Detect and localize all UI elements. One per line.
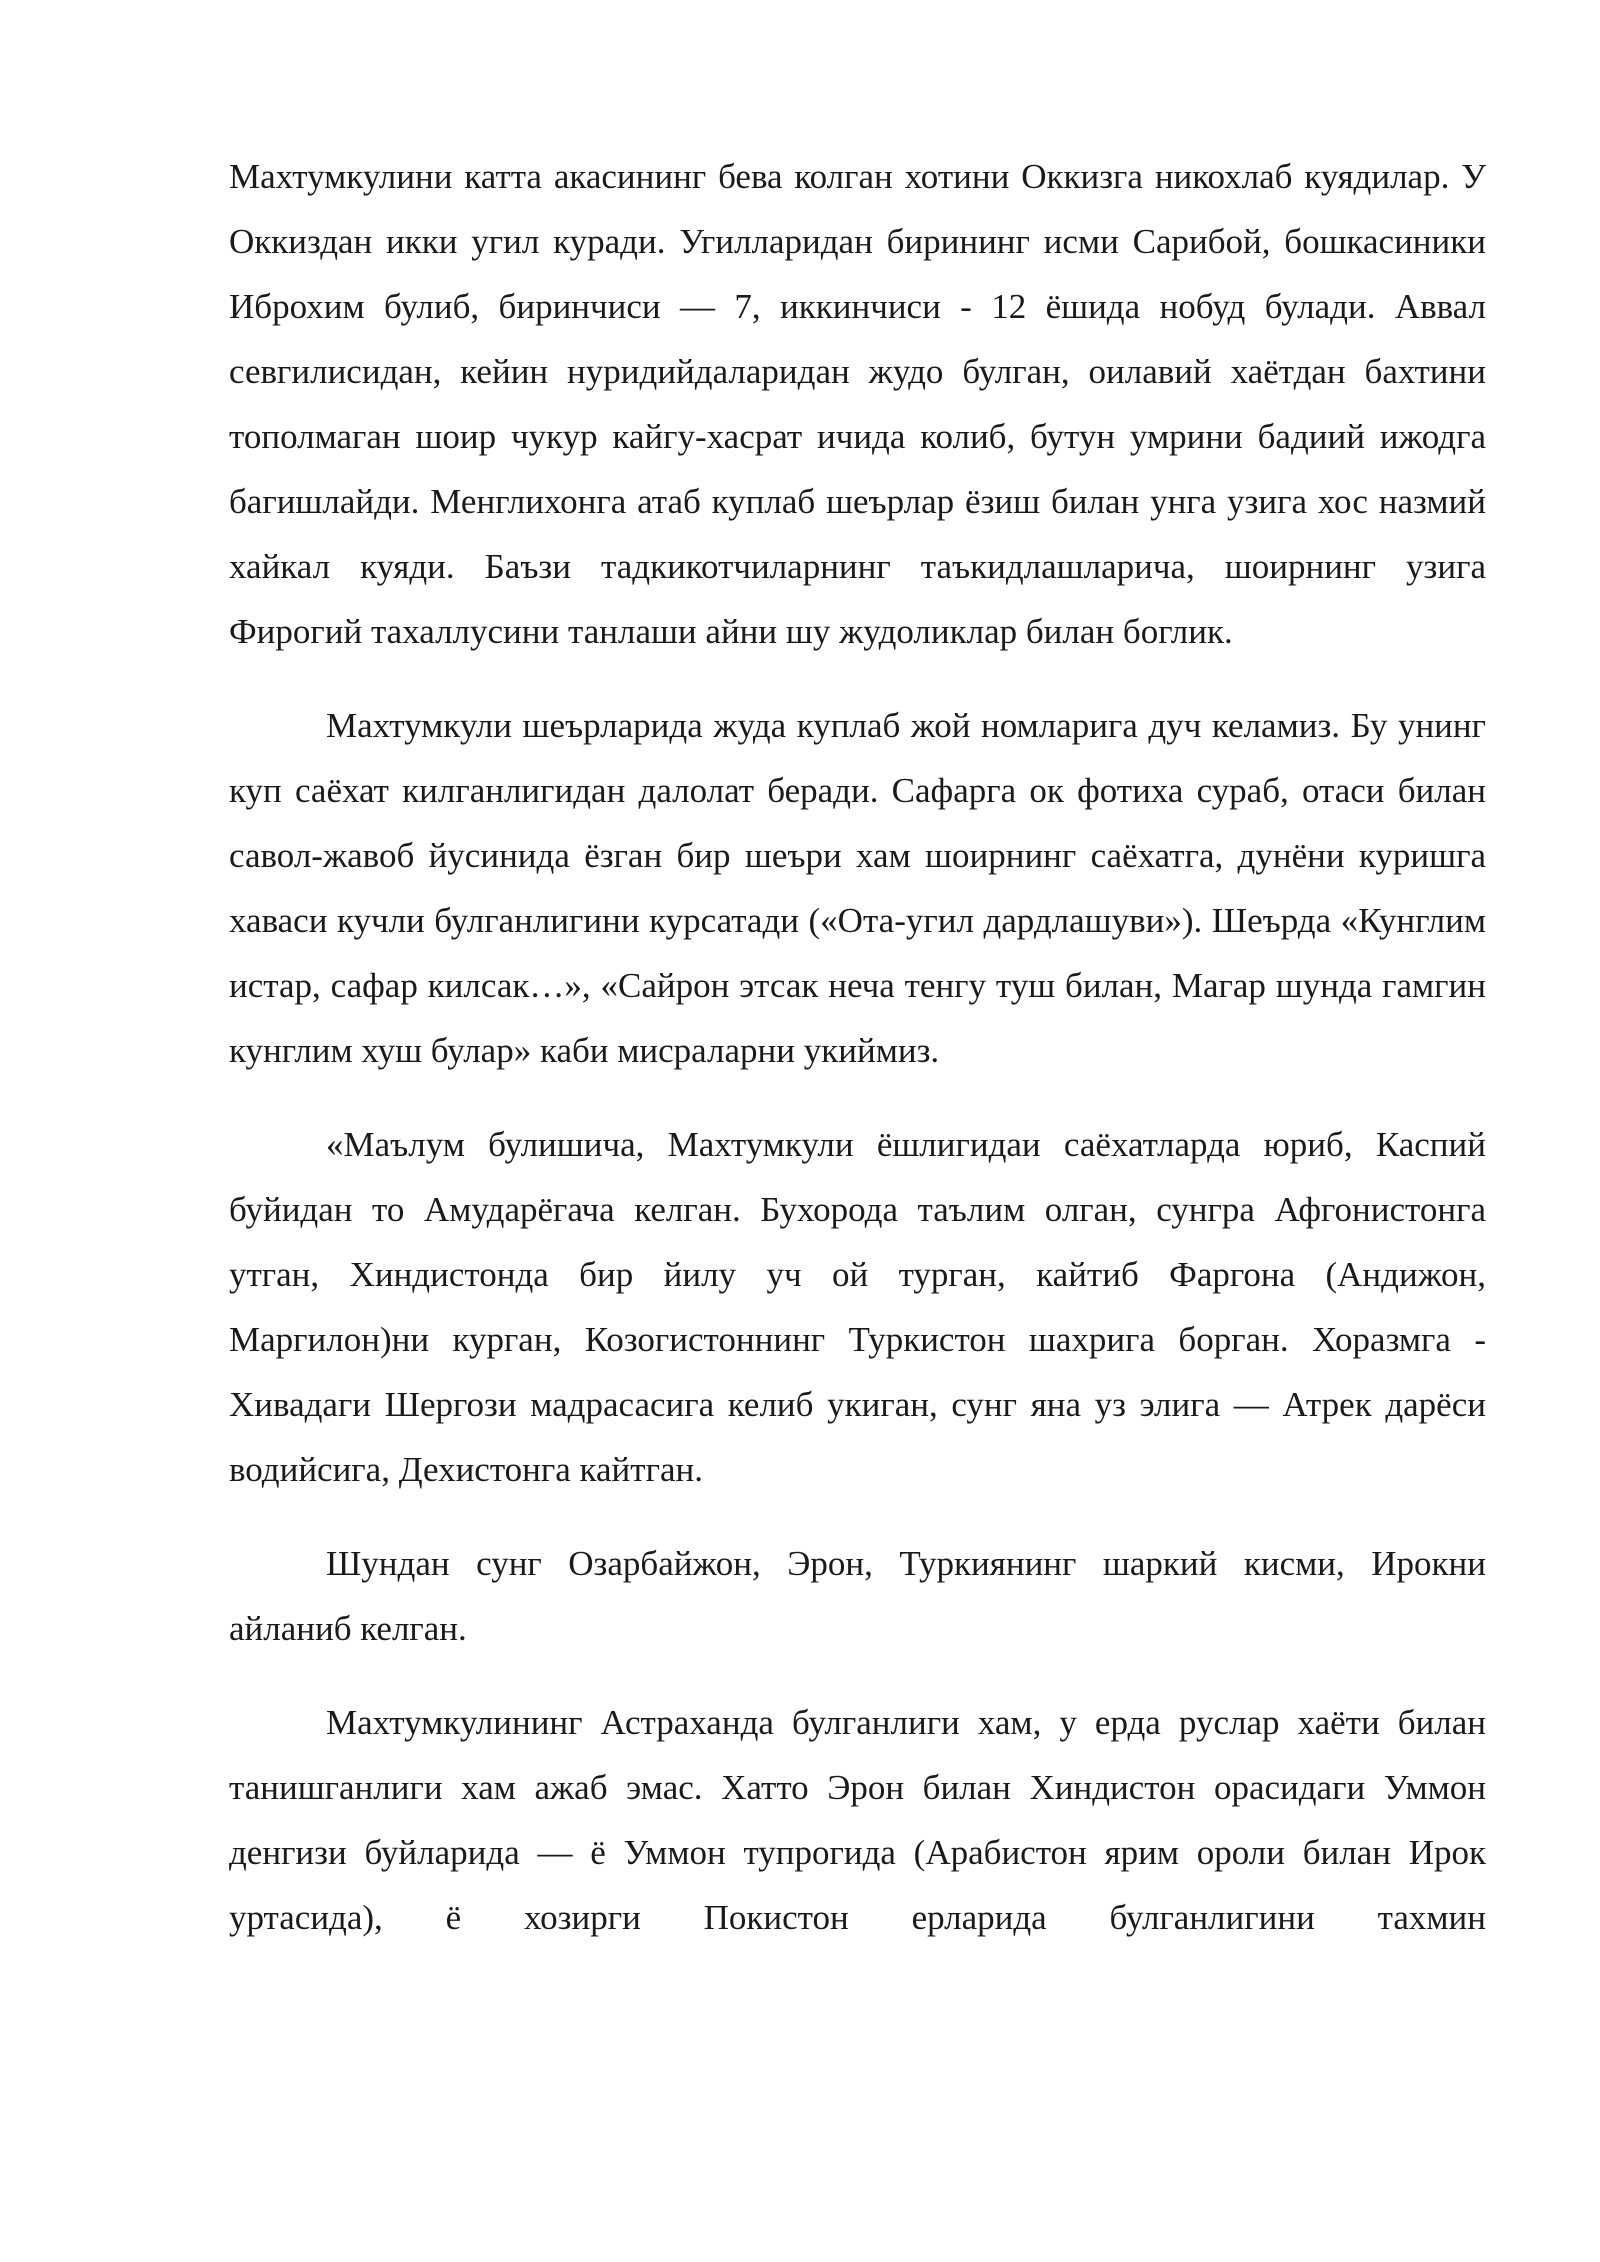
paragraph-1: Махтумкулини катта акасининг бева колган хотини Оккизга никохлаб куядилар. У Оккиздан икки угил куради. Угилларидан бирининг исми Сарибой, бошкасиники Иброхим булиб, биринчиси — 7, иккинчиси - 12 ёшида нобуд булади. Аввал севгилисидан, кейин нуридийдаларидан жудо булган, оилавий хаётдан бахтини тополмаган шоир чукур кайгу-хасрат ичида колиб, бутун умрини бадиий ижодга багишлайди. Менглихонга атаб куплаб шеърлар ёзиш билан унга узига хос назмий хайкал куяди. Баъзи тадкикотчиларнинг таъкидлашларича, шоирнинг узига Фирогий тахаллусини танлаши айни шу жудоликлар билан боглик. xyxy=(229,157,1486,651)
paragraph-3: «Маълум булишича, Махтумкули ёшлигидаи саёхатларда юриб, Каспий буйидан то Амударёгача келган. Бухорода таълим олган, сунгра Афгонистонга утган, Хиндистонда бир йилу уч ой турган, кайтиб Фаргона (Андижон, Маргилон)ни курган, Козогистоннинг Туркистон шахрига борган. Хоразмга - Хивадаги Шергози мадрасасига келиб укиган, сунг яна уз элига — Атрек дарёси водийсига, Дехистонга кайтган. xyxy=(229,1125,1486,1489)
paragraph-5: Махтумкулининг Астраханда булганлиги хам, у ерда руслар хаёти билан танишганлиги хам ажаб эмас. Хатто Эрон билан Хиндистон орасидаги Уммон денгизи буйларида — ё Уммон тупрогида (Арабистон ярим ороли билан Ирок уртасида), ё хозирги Покистон ерларида булганлигини тахмин xyxy=(229,1703,1486,1937)
paragraph-4: Шундан сунг Озарбайжон, Эрон, Туркиянинг шаркий кисми, Ирокни айланиб келган. xyxy=(229,1544,1486,1648)
paragraph-2: Махтумкули шеърларида жуда куплаб жой номларига дуч келамиз. Бу унинг куп саёхат килганлигидан далолат беради. Сафарга ок фотиха сураб, отаси билан савол-жавоб йусинида ёзган бир шеъри хам шоирнинг саёхатга, дунёни куришга хаваси кучли булганлигини курсатади («Ота-угил дардлашуви»). Шеърда «Кунглим истар, сафар килсак…», «Сайрон этсак неча тенгу туш билан, Магар шунда гамгин кунглим хуш булар» каби мисраларни укиймиз. xyxy=(229,706,1486,1070)
document-body xyxy=(229,144,1486,1979)
